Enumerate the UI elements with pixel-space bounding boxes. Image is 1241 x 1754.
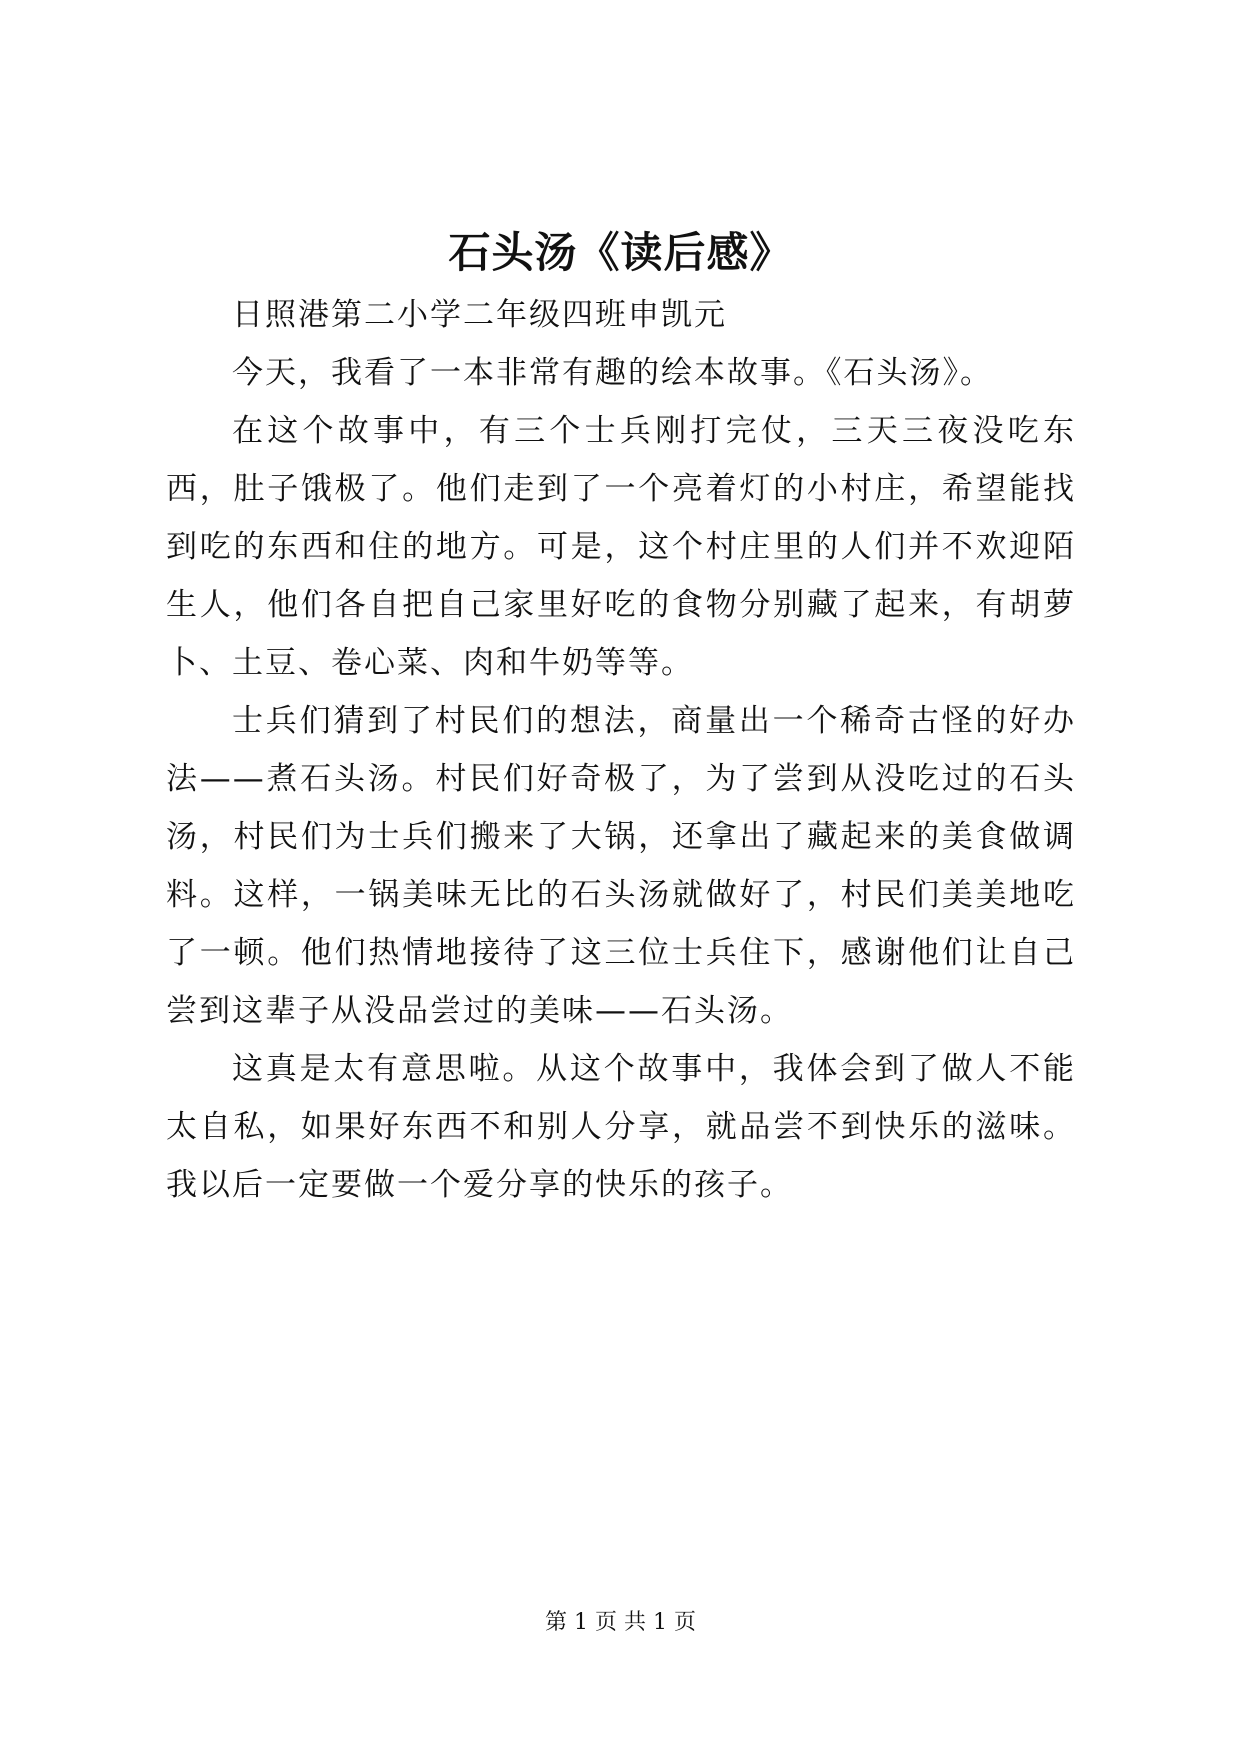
document-title: 石头汤《读后感》 xyxy=(448,228,793,277)
document-body xyxy=(166,286,1076,1214)
page-number-footer: 第 1 页 共 1 页 xyxy=(545,1610,696,1635)
paragraph: 这真是太有意思啦。从这个故事中，我体会到了做人不能太自私，如果好东西不和别人分享，就品尝不到快乐的滋味。我以后一定要做一个爱分享的快乐的孩子。 xyxy=(166,1051,1076,1203)
paragraph: 士兵们猜到了村民们的想法，商量出一个稀奇古怪的好办法——煮石头汤。村民们好奇极了，为了尝到从没吃过的石头汤，村民们为士兵们搬来了大锅，还拿出了藏起来的美食做调料。这样，一锅美味无比的石头汤就做好了，村民们美美地吃了一顿。他们热情地接待了这三位士兵住下，感谢他们让自己尝到这辈子从没品尝过的美味——石头汤。 xyxy=(166,703,1076,1029)
author-line: 日照港第二小学二年级四班申凯元 xyxy=(232,297,727,333)
paragraph: 今天，我看了一本非常有趣的绘本故事。《石头汤》。 xyxy=(232,355,993,391)
paragraph: 在这个故事中，有三个士兵刚打完仗，三天三夜没吃东西，肚子饿极了。他们走到了一个亮着灯的小村庄，希望能找到吃的东西和住的地方。可是，这个村庄里的人们并不欢迎陌生人，他们各自把自己家里好吃的食物分别藏了起来，有胡萝卜、土豆、卷心菜、肉和牛奶等等。 xyxy=(166,413,1076,681)
